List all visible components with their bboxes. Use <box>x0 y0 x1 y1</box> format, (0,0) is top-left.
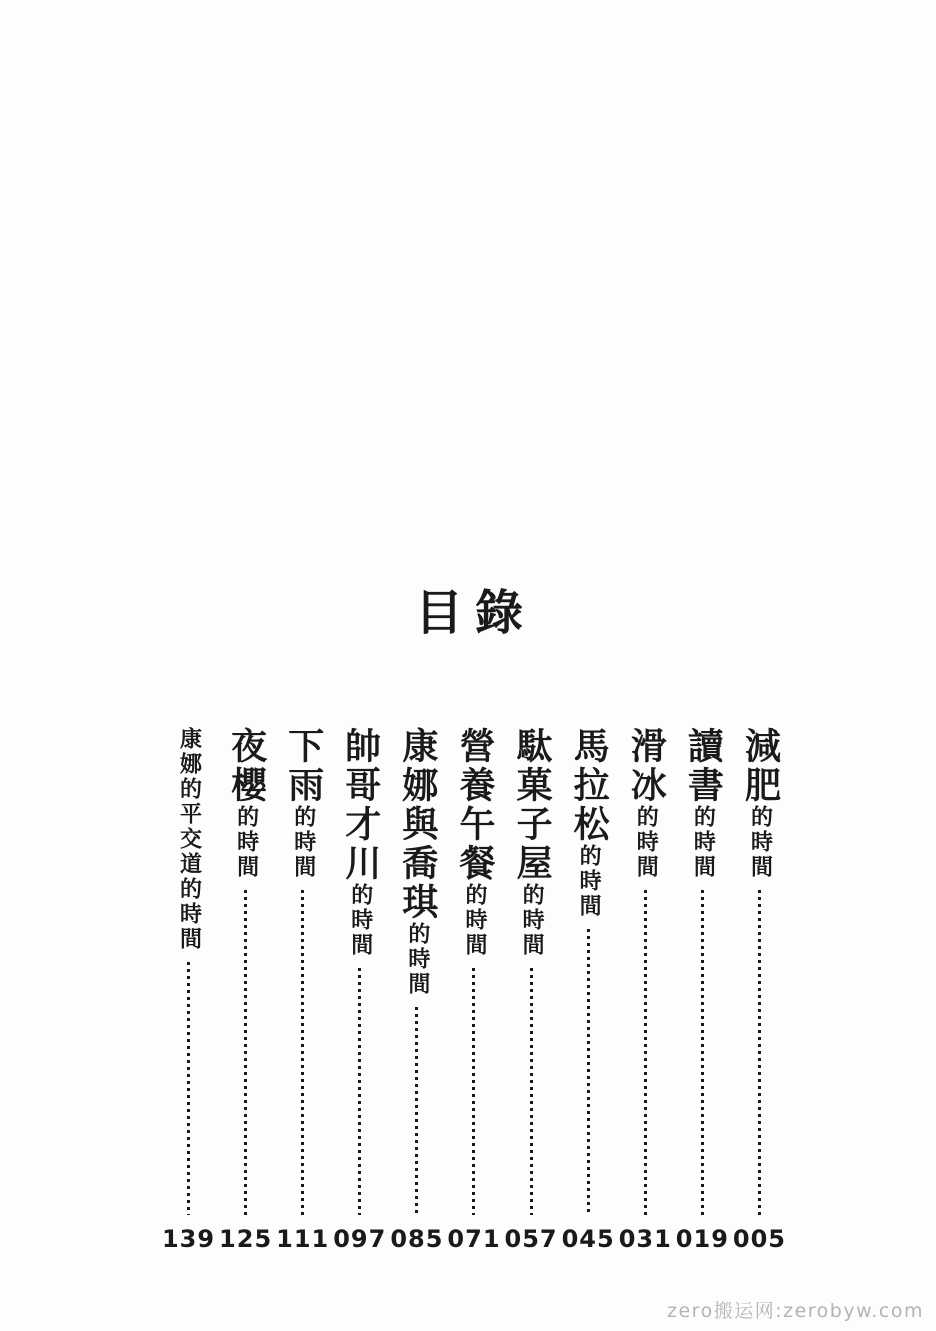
entry-title-suffix: 的時間 <box>576 844 602 919</box>
toc-entry <box>274 727 331 1251</box>
entry-title-main: 減肥 <box>739 727 781 805</box>
entry-title-main: 下雨 <box>282 727 324 805</box>
toc-entry <box>560 727 617 1251</box>
toc-entry <box>217 727 274 1251</box>
toc-entry <box>503 727 560 1251</box>
entry-title-main: 駄菓子屋 <box>511 727 553 883</box>
entry-page-number: 097 <box>333 1225 387 1253</box>
dotted-leader <box>701 890 704 1215</box>
toc-entry <box>674 727 731 1251</box>
entry-page-number: 111 <box>276 1225 330 1253</box>
entry-title-suffix: 的時間 <box>404 922 430 997</box>
entry-title <box>568 727 610 919</box>
entry-title <box>682 727 724 880</box>
entry-page-number: 019 <box>675 1225 729 1253</box>
entry-title-main: 滑冰 <box>625 727 667 805</box>
entry-title-main: 馬拉松 <box>568 727 610 844</box>
entry-title-suffix: 康娜的平交道的時間 <box>176 727 202 952</box>
entry-title-suffix: 的時間 <box>461 883 487 958</box>
entry-title-main: 夜櫻 <box>225 727 267 805</box>
entry-page-number: 085 <box>390 1225 444 1253</box>
entry-title <box>339 727 381 958</box>
entry-title-main: 帥哥才川 <box>339 727 381 883</box>
entry-title <box>171 727 207 952</box>
entry-page-number: 071 <box>447 1225 501 1253</box>
entry-page-number: 125 <box>219 1225 273 1253</box>
dotted-leader <box>358 968 361 1215</box>
watermark: zero搬运网:zerobyw.com <box>667 1300 924 1322</box>
toc-entry <box>160 727 217 1251</box>
entry-title <box>511 727 553 958</box>
entry-title-suffix: 的時間 <box>233 805 259 880</box>
dotted-leader <box>644 890 647 1215</box>
dotted-leader <box>301 890 304 1215</box>
toc-entry <box>331 727 388 1251</box>
entry-title <box>282 727 324 880</box>
dotted-leader <box>187 962 190 1215</box>
entry-title-suffix: 的時間 <box>519 883 545 958</box>
toc-entry <box>617 727 674 1251</box>
entry-title-suffix: 的時間 <box>347 883 373 958</box>
toc-entry <box>388 727 445 1251</box>
entry-title <box>396 727 438 997</box>
dotted-leader <box>244 890 247 1215</box>
entry-page-number: 005 <box>732 1225 786 1253</box>
entry-page-number: 139 <box>161 1225 216 1253</box>
entry-title-main: 讀書 <box>682 727 724 805</box>
entry-title-main: 營養午餐 <box>453 727 495 883</box>
toc-entry <box>445 727 502 1251</box>
entry-title-suffix: 的時間 <box>633 805 659 880</box>
entry-title <box>625 727 667 880</box>
entry-title-suffix: 的時間 <box>690 805 716 880</box>
entry-title-suffix: 的時間 <box>747 805 773 880</box>
entry-page-number: 045 <box>561 1225 615 1253</box>
dotted-leader <box>415 1007 418 1215</box>
toc-entry <box>731 727 788 1251</box>
entry-title <box>453 727 495 958</box>
dotted-leader <box>530 968 533 1215</box>
entry-title <box>225 727 267 880</box>
dotted-leader <box>758 890 761 1215</box>
entry-title-main: 康娜與喬琪 <box>396 727 438 922</box>
dotted-leader <box>472 968 475 1215</box>
entry-page-number: 031 <box>618 1225 672 1253</box>
entry-page-number: 057 <box>504 1225 558 1253</box>
dotted-leader <box>587 929 590 1215</box>
entry-title <box>739 727 781 880</box>
toc-entries <box>160 727 788 1251</box>
page-title: 目錄 <box>414 585 535 641</box>
entry-title-suffix: 的時間 <box>290 805 316 880</box>
